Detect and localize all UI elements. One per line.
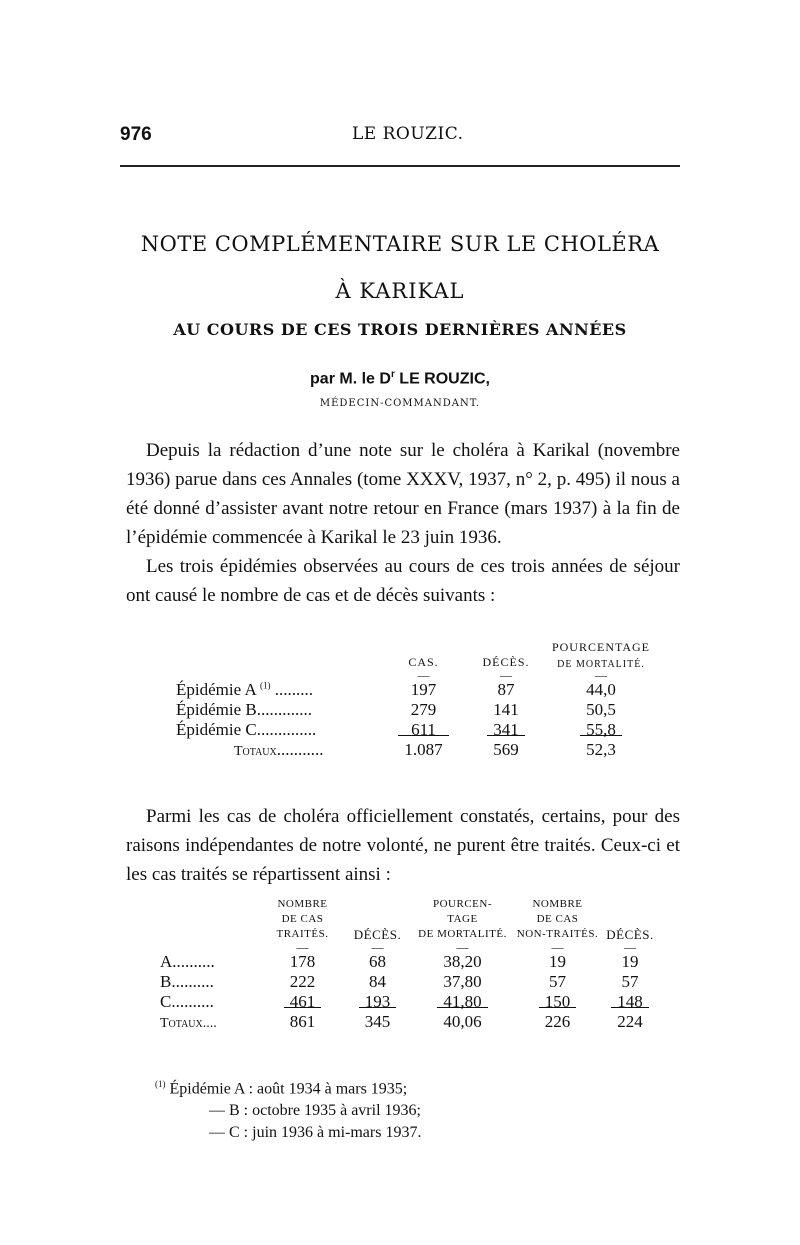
table-row [176,680,656,700]
col-pct-header [410,897,515,942]
byline [0,369,800,388]
col-deces-header: DÉCÈS. [353,927,402,942]
table-total-row [176,740,656,760]
cell-deces: 341 [493,720,519,739]
footnote-label: Épidémie A : [169,1080,254,1098]
header-line: NON-TRAITÉS. [516,928,599,940]
cell-traites: 222 [289,972,316,991]
col-pct-header-2: DE MORTALITÉ. [557,659,645,670]
row-label: Épidémie B [176,700,257,719]
row-dots: ............. [256,700,312,719]
running-title: LE ROUZIC. [352,124,464,144]
total-cas: 1.087 [398,735,448,759]
table-row [176,700,656,720]
cell-deces: 87 [497,680,515,699]
footnote-marker: (1) [155,1079,166,1089]
footnote-text: août 1934 à mars 1935; [257,1080,408,1098]
col-traites-header [260,897,345,942]
col-cas-header: CAS. [408,655,439,669]
article-title: NOTE COMPLÉMENTAIRE SUR LE CHOLÉRA [140,232,660,256]
cell-deces-nt: 19 [621,952,639,971]
cell-pct: 55,8 [586,720,616,739]
author-rank: MÉDECIN-COMMANDANT. [319,398,481,409]
total-deces: 569 [487,735,525,759]
header-line: DE MORTALITÉ. [418,928,507,940]
header-line: DE CAS [281,913,324,925]
footnote-line-2 [155,1100,421,1122]
total-label: Totaux [234,744,277,759]
paragraph-1: Depuis la rédaction d’une note sur le choléra à Karikal (novembre 1936) parue dans ces Annales (tome XXXV, 1937, n° 2, p. 495) il nous a été donné d’assister avant notre retour en France (mars 1937) à la fin de l’épidémie commencée à Karikal le 23 juin 1936. [126,440,680,548]
total-deces-nt: 224 [611,1007,649,1031]
header-line: TRAITÉS. [276,928,329,940]
cell-non-traites: 57 [549,972,566,991]
cell-pct: 37,80 [443,972,482,991]
footnote-text: juin 1936 à mi-mars 1937. [252,1124,422,1142]
row-label: A.......... [160,952,215,971]
total-pct: 52,3 [580,735,622,759]
total-deces: 345 [359,1007,397,1031]
row-label: Épidémie C [176,720,257,739]
byline-pre: par M. le D [310,370,391,388]
byline-post: LE ROUZIC, [394,370,490,388]
table-total-row [160,1012,660,1032]
footnote-line-3 [155,1122,421,1144]
article-subtitle: AU COURS DE CES TROIS DERNIÈRES ANNÉES [173,320,627,339]
treatment-table: NOMBRE DE CAS TRAITÉS. DÉCÈS. POURCEN- TAGE DE MORTALITÉ. NOMBRE DE CAS NON-TRAITÉS. DÉCÈS. — — — — — A.......... 178 68 38,20 19 19 B.......... 222 84 37,80 57 57 C.......... 461 193 41,80 150 148 Totaux.... 861 345 40,06 226 224 [160,897,660,1032]
header-line: DE CAS [536,913,579,925]
total-pct: 40,06 [437,1007,487,1031]
footnote-line-1 [155,1073,421,1100]
row-label: Épidémie A [176,680,256,699]
page-number: 976 [120,124,152,145]
cell-deces-nt: 57 [621,972,639,991]
header-rule [120,165,680,167]
col-pct-header-1: POURCENTAGE [551,640,651,654]
header-line: TAGE [447,913,478,925]
total-non-traites: 226 [539,1007,577,1031]
footnote-label: — C : [209,1124,249,1142]
cell-deces: 68 [369,952,386,971]
cell-deces: 141 [493,700,519,719]
cell-pct: 44,0 [586,680,616,699]
col-deces-header: DÉCÈS. [482,655,530,669]
cell-pct: 38,20 [443,952,482,971]
cell-pct: 50,5 [586,700,616,719]
footnote-label: — B : [209,1102,249,1120]
paragraph-3: Parmi les cas de choléra officiellement constatés, certains, pour des raisons indépendantes de notre volonté, ne purent être traités. Ceux-ci et les cas traités se répartissent ainsi : [126,806,680,885]
footnote-ref: (1) [260,680,271,691]
cell-traites: 178 [289,952,316,971]
epidemics-table: POURCENTAGE CAS. DÉCÈS. DE MORTALITÉ. — — — Épidémie A $^{(1)}$ ......... 197 87 44,0 Épidémie B............. 279 141 50,5 Épidémie C.............. 611 341 55,8 Totaux........... 1.087 569 52,3 [176,640,656,760]
table-row [160,952,660,972]
intro-paragraphs [126,436,680,610]
byline-sup: r [390,369,395,380]
cell-deces-nt: 148 [617,992,643,1011]
table-row [160,972,660,992]
cell-cas: 197 [410,680,437,699]
cell-non-traites: 150 [544,992,571,1011]
cell-deces: 193 [364,992,391,1011]
footnote [155,1073,421,1144]
article-title-line2: À KARIKAL [335,279,465,303]
paragraph-3-block [126,802,680,889]
header-line: NOMBRE [277,898,328,910]
table-row [160,992,660,1012]
col-non-traites-header [515,897,600,942]
header-line: NOMBRE [532,898,583,910]
row-label: C.......... [160,992,214,1011]
col-deces-nt-header: DÉCÈS. [606,927,654,942]
cell-cas: 611 [411,720,436,739]
cell-deces: 84 [369,972,386,991]
total-label: Totaux.... [160,1016,217,1031]
cell-cas: 279 [410,700,437,719]
footnote-text: octobre 1935 à avril 1936; [252,1102,421,1120]
row-label: B.......... [160,972,214,991]
total-traites: 861 [284,1007,322,1031]
cell-traites: 461 [289,992,316,1011]
header-line: POURCEN- [432,898,492,910]
cell-non-traites: 19 [549,952,566,971]
total-dots: ........... [276,740,324,759]
row-dots: .............. [256,720,317,739]
cell-pct: 41,80 [443,992,482,1011]
paragraph-2: Les trois épidémies observées au cours de ces trois années de séjour ont causé le nombre de cas et de décès suivants : [126,556,680,606]
row-dots: ......... [270,680,314,699]
